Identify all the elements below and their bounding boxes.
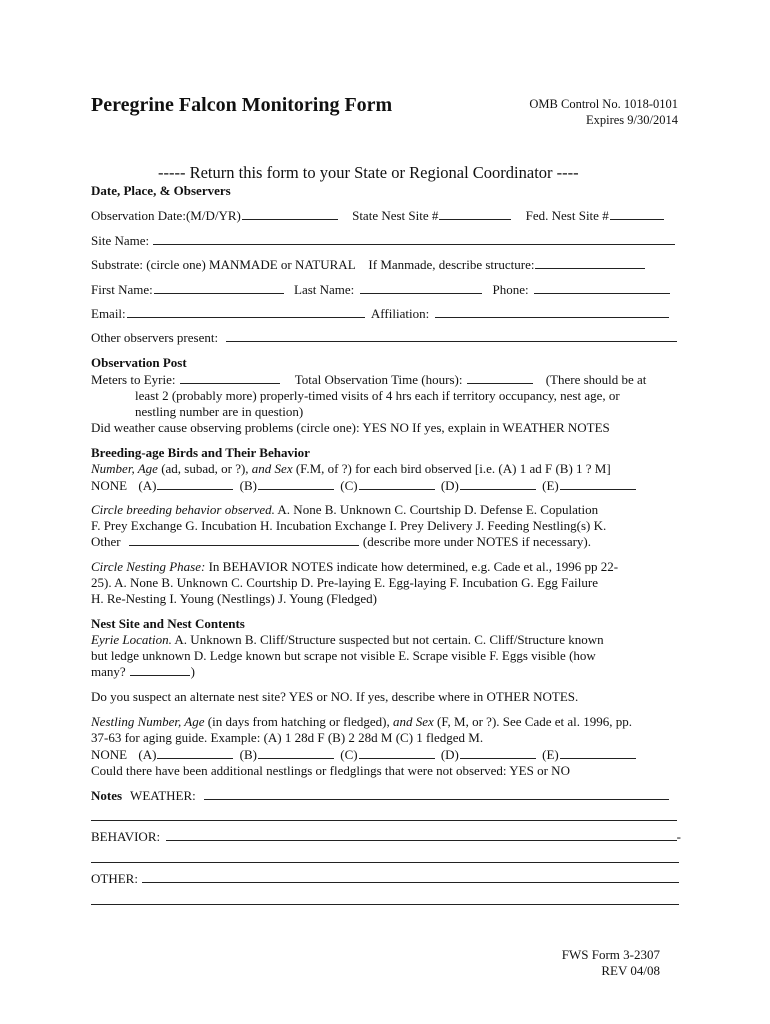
e-field[interactable] xyxy=(560,478,636,490)
nestling-e-field[interactable] xyxy=(560,747,636,759)
first-name-label: First Name: xyxy=(91,282,153,297)
d-label: (D) xyxy=(440,478,459,493)
state-nest-field[interactable] xyxy=(439,208,511,220)
alternate-nest-question: Do you suspect an alternate nest site? YES or NO. If yes, describe where in OTHER NOTES. xyxy=(91,689,579,704)
behavior-other-label: Other xyxy=(91,534,121,549)
site-name-field[interactable] xyxy=(153,233,675,245)
section-nest: Nest Site and Nest Contents xyxy=(91,616,245,631)
other-observers-label: Other observers present: xyxy=(91,330,219,345)
obs-date-label: Observation Date:(M/D/YR) xyxy=(91,208,241,223)
phase-italic: Circle Nesting Phase: xyxy=(91,559,206,574)
should-be-text-3: nestling number are in question) xyxy=(135,404,304,419)
nestling-a-field[interactable] xyxy=(157,747,233,759)
nestling-italic-1: Nestling Number, Age xyxy=(91,714,205,729)
nestling-text-1: (in days from hatching or fledged), xyxy=(204,714,393,729)
site-name-label: Site Name: xyxy=(91,233,150,248)
nestling-a-label: (A) xyxy=(138,747,157,762)
nestling-d-field[interactable] xyxy=(460,747,536,759)
weather-notes-row xyxy=(91,788,669,804)
behavior-field-line-2[interactable] xyxy=(91,862,679,863)
c-field[interactable] xyxy=(359,478,435,490)
b-label: (B) xyxy=(239,478,257,493)
manmade-label: If Manmade, describe structure: xyxy=(368,257,535,272)
weather-field[interactable] xyxy=(204,788,669,800)
observation-date-row xyxy=(91,208,681,224)
manmade-field[interactable] xyxy=(535,257,645,269)
weather-label: WEATHER: xyxy=(130,788,196,803)
other-observers-field[interactable] xyxy=(226,330,677,342)
state-nest-label: State Nest Site # xyxy=(352,208,439,223)
affiliation-label: Affiliation: xyxy=(370,306,430,321)
b-field[interactable] xyxy=(258,478,334,490)
last-name-label: Last Name: xyxy=(294,282,355,297)
phone-field[interactable] xyxy=(534,282,670,294)
nestling-b-field[interactable] xyxy=(258,747,334,759)
behavior-notes-label: BEHAVIOR: xyxy=(91,829,161,844)
phase-text-2: 25). A. None B. Unknown C. Courtship D. Pre-laying E. Egg-laying F. Incubation G. Egg Failure xyxy=(91,575,598,590)
phase-text-1: In BEHAVIOR NOTES indicate how determined, e.g. Cade et al., 1996 pp 22- xyxy=(205,559,619,574)
breeding-counts-row xyxy=(91,478,637,494)
email-field[interactable] xyxy=(127,306,365,318)
meters-row xyxy=(91,372,646,388)
other-notes-field[interactable] xyxy=(142,871,679,883)
nestling-text-2: (F, M, or ?). See Cade et al. 1996, pp. xyxy=(433,714,633,729)
meters-field[interactable] xyxy=(180,372,280,384)
eyrie-close-paren: ) xyxy=(190,664,195,679)
eyrie-many-field[interactable] xyxy=(130,664,190,676)
footer xyxy=(560,947,660,979)
eyrie-text-2: but ledge unknown D. Ledge known but scrape not visible E. Scrape visible F. Eggs visible (how xyxy=(91,648,596,663)
nas-text-1: (ad, subad, or ?), xyxy=(157,461,252,476)
nas-italic-2: and Sex xyxy=(251,461,293,476)
notes-heading: Notes xyxy=(91,788,123,803)
behavior-other-tail: (describe more under NOTES if necessary). xyxy=(362,534,591,549)
section-date-place: Date, Place, & Observers xyxy=(91,183,231,198)
other-field-line-2[interactable] xyxy=(91,904,679,905)
behavior-notes-row xyxy=(91,829,681,845)
weather-field-line-2[interactable] xyxy=(91,820,677,821)
email-label: Email: xyxy=(91,306,126,321)
nestling-c-field[interactable] xyxy=(359,747,435,759)
behavior-options-1: A. None B. Unknown C. Courtship D. Defense E. Copulation xyxy=(274,502,599,517)
fed-nest-label: Fed. Nest Site # xyxy=(525,208,609,223)
nestling-counts-row xyxy=(91,747,637,763)
form-revision: REV 04/08 xyxy=(601,963,660,978)
nestling-e-label: (E) xyxy=(542,747,559,762)
behavior-notes-field[interactable] xyxy=(166,829,677,841)
behavior-other-field[interactable] xyxy=(129,534,359,546)
a-field[interactable] xyxy=(157,478,233,490)
breeding-instructions xyxy=(91,461,611,477)
should-be-text-2: least 2 (probably more) properly-timed visits of 4 hrs each if territory occupancy, nest age, or xyxy=(135,388,620,403)
nestling-line-1 xyxy=(91,714,632,730)
behavior-options-2: F. Prey Exchange G. Incubation H. Incubation Exchange I. Prey Delivery J. Feeding Nestling(s) K. xyxy=(91,518,607,533)
phase-line-1 xyxy=(91,559,618,575)
affiliation-field[interactable] xyxy=(435,306,669,318)
form-title: Peregrine Falcon Monitoring Form xyxy=(91,94,393,116)
behavior-other-row xyxy=(91,534,591,550)
none-label: NONE xyxy=(91,478,128,493)
site-name-row xyxy=(91,233,675,249)
behavior-dash: - xyxy=(676,829,681,844)
nestling-d-label: (D) xyxy=(440,747,459,762)
other-observers-row xyxy=(91,330,677,346)
behavior-italic: Circle breeding behavior observed. xyxy=(91,502,275,517)
weather-question: Did weather cause observing problems (circle one): YES NO If yes, explain in WEATHER NOTES xyxy=(91,420,610,435)
eyrie-line-1 xyxy=(91,632,604,648)
nestling-c-label: (C) xyxy=(340,747,358,762)
fed-nest-field[interactable] xyxy=(610,208,664,220)
section-observation-post: Observation Post xyxy=(91,355,187,370)
obs-date-field[interactable] xyxy=(242,208,338,220)
e-label: (E) xyxy=(542,478,559,493)
nestling-b-label: (B) xyxy=(239,747,257,762)
omb-control xyxy=(500,96,678,128)
section-breeding: Breeding-age Birds and Their Behavior xyxy=(91,445,310,460)
nas-italic-1: Number, Age xyxy=(91,461,158,476)
return-banner: ----- Return this form to your State or Regional Coordinator ---- xyxy=(158,163,579,182)
name-row xyxy=(91,282,681,298)
nas-text-2: (F.M, of ?) for each bird observed [i.e. (A) 1 ad F (B) 1 ? M] xyxy=(292,461,611,476)
a-label: (A) xyxy=(138,478,157,493)
eyrie-italic: Eyrie Location. xyxy=(91,632,172,647)
behavior-line-1 xyxy=(91,502,598,518)
substrate-label: Substrate: (circle one) MANMADE or NATURAL xyxy=(91,257,356,272)
eyrie-text-1: A. Unknown B. Cliff/Structure suspected but not certain. C. Cliff/Structure known xyxy=(171,632,604,647)
total-time-label: Total Observation Time (hours): xyxy=(294,372,463,387)
form-number: FWS Form 3-2307 xyxy=(561,947,660,962)
email-row xyxy=(91,306,681,322)
c-label: (C) xyxy=(340,478,358,493)
nestling-text-3: 37-63 for aging guide. Example: (A) 1 28d F (B) 2 28d M (C) 1 fledged M. xyxy=(91,730,484,745)
phase-text-3: H. Re-Nesting I. Young (Nestlings) J. Young (Fledged) xyxy=(91,591,378,606)
first-name-field[interactable] xyxy=(154,282,284,294)
last-name-field[interactable] xyxy=(360,282,482,294)
nestling-none-label: NONE xyxy=(91,747,128,762)
substrate-row xyxy=(91,257,681,273)
additional-nestlings-question: Could there have been additional nestlings or fledglings that were not observed: YES or NO xyxy=(91,763,570,778)
eyrie-line-3 xyxy=(91,664,195,680)
phone-label: Phone: xyxy=(492,282,529,297)
eyrie-many-label: many? xyxy=(91,664,126,679)
other-notes-row xyxy=(91,871,679,887)
total-time-field[interactable] xyxy=(467,372,533,384)
omb-expires: Expires 9/30/2014 xyxy=(585,113,678,127)
should-be-text-1: (There should be at xyxy=(545,372,647,387)
other-notes-label: OTHER: xyxy=(91,871,138,886)
omb-control-number: OMB Control No. 1018-0101 xyxy=(529,97,678,111)
nestling-italic-2: and Sex xyxy=(392,714,434,729)
meters-label: Meters to Eyrie: xyxy=(91,372,176,387)
d-field[interactable] xyxy=(460,478,536,490)
